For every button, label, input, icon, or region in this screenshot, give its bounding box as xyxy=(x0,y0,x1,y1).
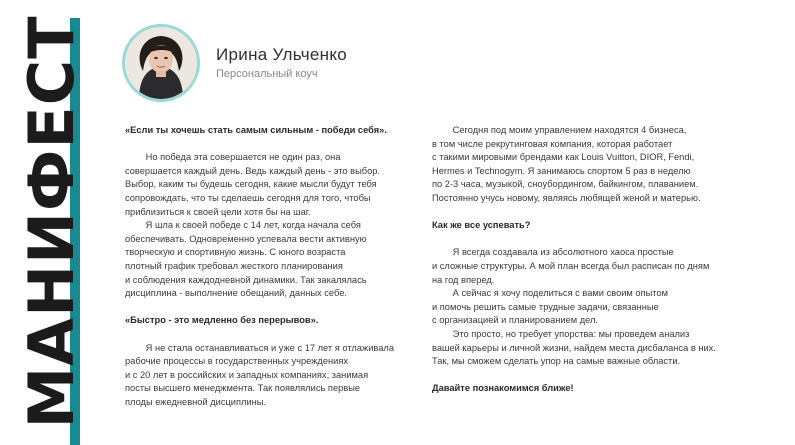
paragraph: Это просто, но требует упорства: мы проведем анализ вашей карьеры и личной жизни, найдем места дисбаланса в них. Так, мы сможем сделать упор на самые важные области. xyxy=(432,328,716,367)
paragraph: Я не стала останавливаться и уже с 17 лет я отлаживала рабочие процессы в государственных учреждениях и с 20 лет в российских и западных компаниях, занимая посты высшего менеджмента. Так появлялись первые плоды ежедневной дисциплины. xyxy=(125,342,394,407)
call-to-action: Давайте познакомимся ближе! xyxy=(432,383,574,394)
paragraph: Но победа эта совершается не один раз, она совершается каждый день. Ведь каждый день - это выбор. Выбор, каким ты будешь сегодня, какие мысли будут тебя сопровождать, что ты сделаешь сегодня для того, чтобы приблизиться к своей цели хотя бы на шаг. xyxy=(125,152,381,217)
paragraph: Я шла к своей победе с 14 лет, когда начала себя обеспечивать. Одновременно успевала вести активную творческую и спортивную жизнь. С юного возраста плотный график требовал жесткого планирования и соблюдения каждодневной динамики. Так закалялась дисциплина - выполнение обещаний, данных себе. xyxy=(125,220,367,299)
paragraph: Я всегда создавала из абсолютного хаоса простые и сложные структуры. А мой план всегда был расписан по дням на год вперед. xyxy=(432,247,710,285)
profile-role: Персональный коуч xyxy=(216,68,318,80)
quote-heading: «Быстро - это медленно без перерывов». xyxy=(125,315,319,326)
right-column xyxy=(432,124,732,396)
manifest-title: МАНИФЕСТ xyxy=(15,15,88,429)
person-photo-icon xyxy=(125,27,197,99)
quote-heading: «Если ты хочешь стать самым сильным - победи себя». xyxy=(125,125,387,135)
profile-name: Ирина Ульченко xyxy=(216,45,348,64)
avatar xyxy=(122,24,200,102)
paragraph: Сегодня под моим управлением находятся 4 бизнеса, в том числе рекрутинговая компания, которая работает с такими мировыми брендами как Louis Vuitton, DIOR, Fendi, Hermes и Technogym. Я занимаюсь спортом 5 раз в неделю по 2-3 часа, музыкой, сноубордингом, байкингом, плаванием. Постоянно учусь новому, являясь любящей женой и матерью. xyxy=(432,125,701,203)
sidebar-title xyxy=(0,0,95,445)
paragraph: А сейчас я хочу поделиться с вами своим опытом и помочь решить самые трудные задачи, связанные с организацией и планированием дел. xyxy=(432,288,669,326)
left-column xyxy=(125,124,405,409)
section-heading: Как же все успевать? xyxy=(432,220,531,231)
